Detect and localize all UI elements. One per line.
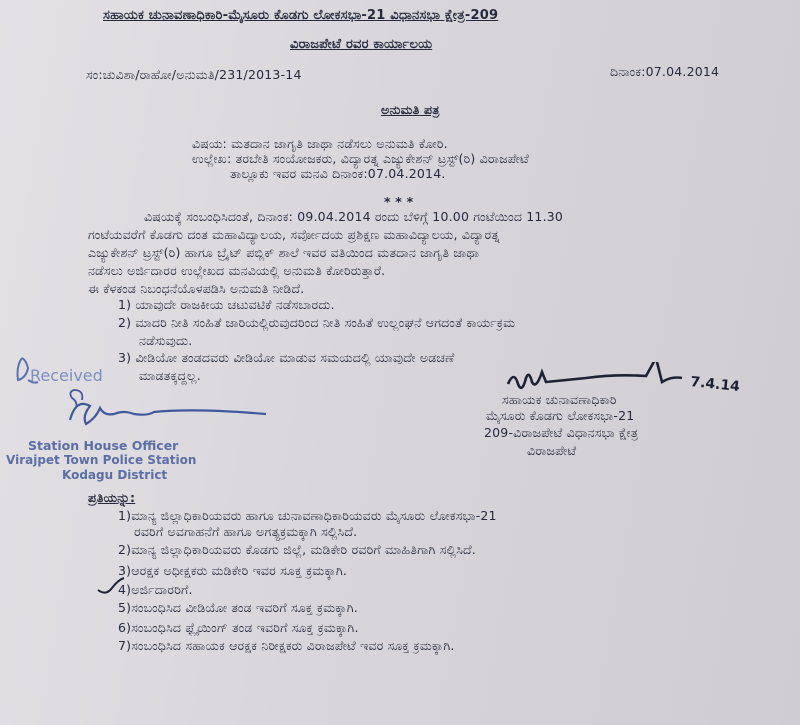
copy-recipient-item: 3)ಆರಕ್ಷಕ ಅಧೀಕ್ಷಕರು ಮಡಿಕೇರಿ ಇವರ ಸೂಕ್ತ ಕ್ರಮಕ್ಕಾಗಿ. — [118, 563, 348, 578]
document-title: ಅನುಮತಿ ಪತ್ರ — [381, 102, 440, 117]
reference-line-continued: ತಾಲ್ಲೂಕು ಇವರ ಮನವಿ ದಿನಾಂಕ:07.04.2014. — [230, 166, 446, 181]
subject-line: ವಿಷಯ: ಮತದಾನ ಜಾಗೃತಿ ಜಾಥಾ ನಡೆಸಲು ಅನುಮತಿ ಕೋರಿ. — [192, 136, 448, 151]
handwritten-received: Received — [30, 366, 103, 385]
body-paragraph-line: ಗಂಟೆಯವರೆಗೆ ಕೊಡಗು ದಂತ ಮಹಾವಿದ್ಯಾಲಯ, ಸರ್ವೋದಯ ಪ್ರಶಿಕ್ಷಣ ಮಹಾವಿದ್ಯಾಲಯ, ವಿದ್ಯಾರತ್ನ — [88, 227, 500, 242]
stamp-station-name: Virajpet Town Police Station — [6, 453, 197, 467]
body-paragraph-line: ಎಜ್ಯುಕೇಶನ್ ಟ್ರಸ್ಟ್(ರಿ) ಹಾಗೂ ಬ್ರೈಟ್ ಪಬ್ಲಿಕ್ ಶಾಲೆ ಇವರ ವತಿಯಿಂದ ಮತದಾನ ಜಾಗೃತಿ ಜಾಥಾ — [88, 245, 480, 260]
svg-text:7.4.14: 7.4.14 — [689, 374, 741, 396]
signatory-constituency: 209-ವಿರಾಜಪೇಟೆ ವಿಧಾನಸಭಾ ಕ್ಷೇತ್ರ — [484, 425, 639, 440]
condition-item-continued: ಮಾಡತಕ್ಕದ್ದಲ್ಲ. — [139, 368, 201, 383]
reference-number: ಸಂ:ಚುವಿಶಾ/ರಾಹೋ/ಅನುಮತಿ/231/2013-14 — [86, 67, 302, 82]
body-paragraph-line: ನಡೆಸಲು ಅರ್ಜಿದಾರರ ಉಲ್ಲೇಖದ ಮನವಿಯಲ್ಲಿ ಅನುಮತಿ ಕೋರಿರುತ್ತಾರೆ. — [88, 263, 386, 278]
copy-recipient-item: 1)ಮಾನ್ಯ ಜಿಲ್ಲಾಧಿಕಾರಿಯವರು ಹಾಗೂ ಚುನಾವಣಾಧಿಕಾರಿಯವರು ಮೈಸೂರು ಲೋಕಸಭಾ-21 — [118, 508, 497, 523]
stamp-officer-title: Station House Officer — [28, 438, 179, 453]
office-heading-line1: ಸಹಾಯಕ ಚುನಾವಣಾಧಿಕಾರಿ-ಮೈಸೂರು ಕೊಡಗು ಲೋಕಸಭಾ-21 ವಿಧಾನಸಭಾ ಕ್ಷೇತ್ರ-209 — [103, 8, 499, 23]
separator: * * * — [384, 194, 414, 209]
office-heading-line2: ವಿರಾಜಪೇಟೆ ರವರ ಕಾರ್ಯಾಲಯ — [290, 37, 433, 52]
copy-recipient-item-continued: ರವರಿಗೆ ಅವಗಾಹನೆಗೆ ಹಾಗೂ ಅಗತ್ಯಕ್ರಮಕ್ಕಾಗಿ ಸಲ್ಲಿಸಿದೆ. — [134, 524, 358, 539]
copy-recipient-item: 2)ಮಾನ್ಯ ಜಿಲ್ಲಾಧಿಕಾರಿಯವರು ಕೊಡಗು ಜಿಲ್ಲೆ, ಮಡಿಕೇರಿ ರವರಿಗೆ ಮಾಹಿತಿಗಾಗಿ ಸಲ್ಲಿಸಿದೆ. — [118, 542, 476, 557]
stamp-district: Kodagu District — [62, 468, 168, 482]
condition-item-continued: ನಡೆಸುವುದು. — [139, 333, 193, 348]
signatory-office: ಮೈಸೂರು ಕೊಡಗು ಲೋಕಸಭಾ-21 — [486, 408, 635, 423]
copy-recipient-item: 5)ಸಂಬಂಧಿಸಿದ ವೀಡಿಯೋ ತಂಡ ಇವರಿಗೆ ಸೂಕ್ತ ಕ್ರಮಕ್ಕಾಗಿ. — [118, 600, 358, 615]
pen-tick-mark — [96, 574, 126, 596]
signatory-designation: ಸಹಾಯಕ ಚುನಾವಣಾಧಿಕಾರಿ — [502, 392, 617, 407]
body-paragraph-line: ಈ ಕೆಳಕಂಡ ನಿಬಂಧನೆಯೊಳಪಡಿಸಿ ಅನುಮತಿ ನೀಡಿದೆ. — [88, 281, 305, 296]
signatory-place: ವಿರಾಜಪೇಟೆ — [527, 443, 577, 458]
condition-item: 1) ಯಾವುದೇ ರಾಜಕೀಯ ಚಟುವಟಿಕೆ ನಡೆಸಬಾರದು. — [118, 297, 335, 312]
copy-recipient-item: 4)ಅರ್ಜಿದಾರರಿಗೆ. — [118, 582, 193, 597]
body-paragraph-line: ವಿಷಯಕ್ಕೆ ಸಂಬಂಧಿಸಿದಂತೆ, ದಿನಾಂಕ: 09.04.2014 ರಂದು ಬೆಳಿಗ್ಗೆ 10.00 ಗಂಟೆಯಿಂದ 11.30 — [144, 209, 564, 224]
condition-item: 3) ವೀಡಿಯೋ ತಂಡದವರು ವೀಡಿಯೋ ಮಾಡುವ ಸಮಯದಲ್ಲಿ ಯಾವುದೇ ಅಡಚಣೆ — [118, 350, 455, 365]
condition-item: 2) ಮಾದರಿ ನೀತಿ ಸಂಹಿತೆ ಜಾರಿಯಲ್ಲಿರುವುದರಿಂದ ನೀತಿ ಸಂಹಿತೆ ಉಲ್ಲಂಘನೆ ಆಗದಂತೆ ಕಾರ್ಯಕ್ರಮ — [118, 315, 516, 330]
copies-heading: ಪ್ರತಿಯನ್ನು: — [88, 490, 136, 505]
document-date: ದಿನಾಂಕ:07.04.2014 — [610, 64, 720, 79]
copy-recipient-item: 7)ಸಂಬಂಧಿಸಿದ ಸಹಾಯಕ ಆರಕ್ಷಕ ನಿರೀಕ್ಷಕರು ವಿರಾಜಪೇಟೆ ಇವರ ಸೂಕ್ತ ಕ್ರಮಕ್ಕಾಗಿ. — [118, 638, 455, 653]
copy-recipient-item: 6)ಸಂಬಂಧಿಸಿದ ಫ್ಲೈಯಿಂಗ್ ತಂಡ ಇವರಿಗೆ ಸೂಕ್ತ ಕ್ರಮಕ್ಕಾಗಿ. — [118, 620, 359, 635]
reference-line: ಉಲ್ಲೇಖ: ತರಬೇತಿ ಸಂಯೋಜಕರು, ವಿದ್ಯಾರತ್ನ ಎಜ್ಯುಕೇಶನ್ ಟ್ರಸ್ಟ್(ರಿ) ವಿರಾಜಪೇಟೆ — [192, 151, 529, 166]
